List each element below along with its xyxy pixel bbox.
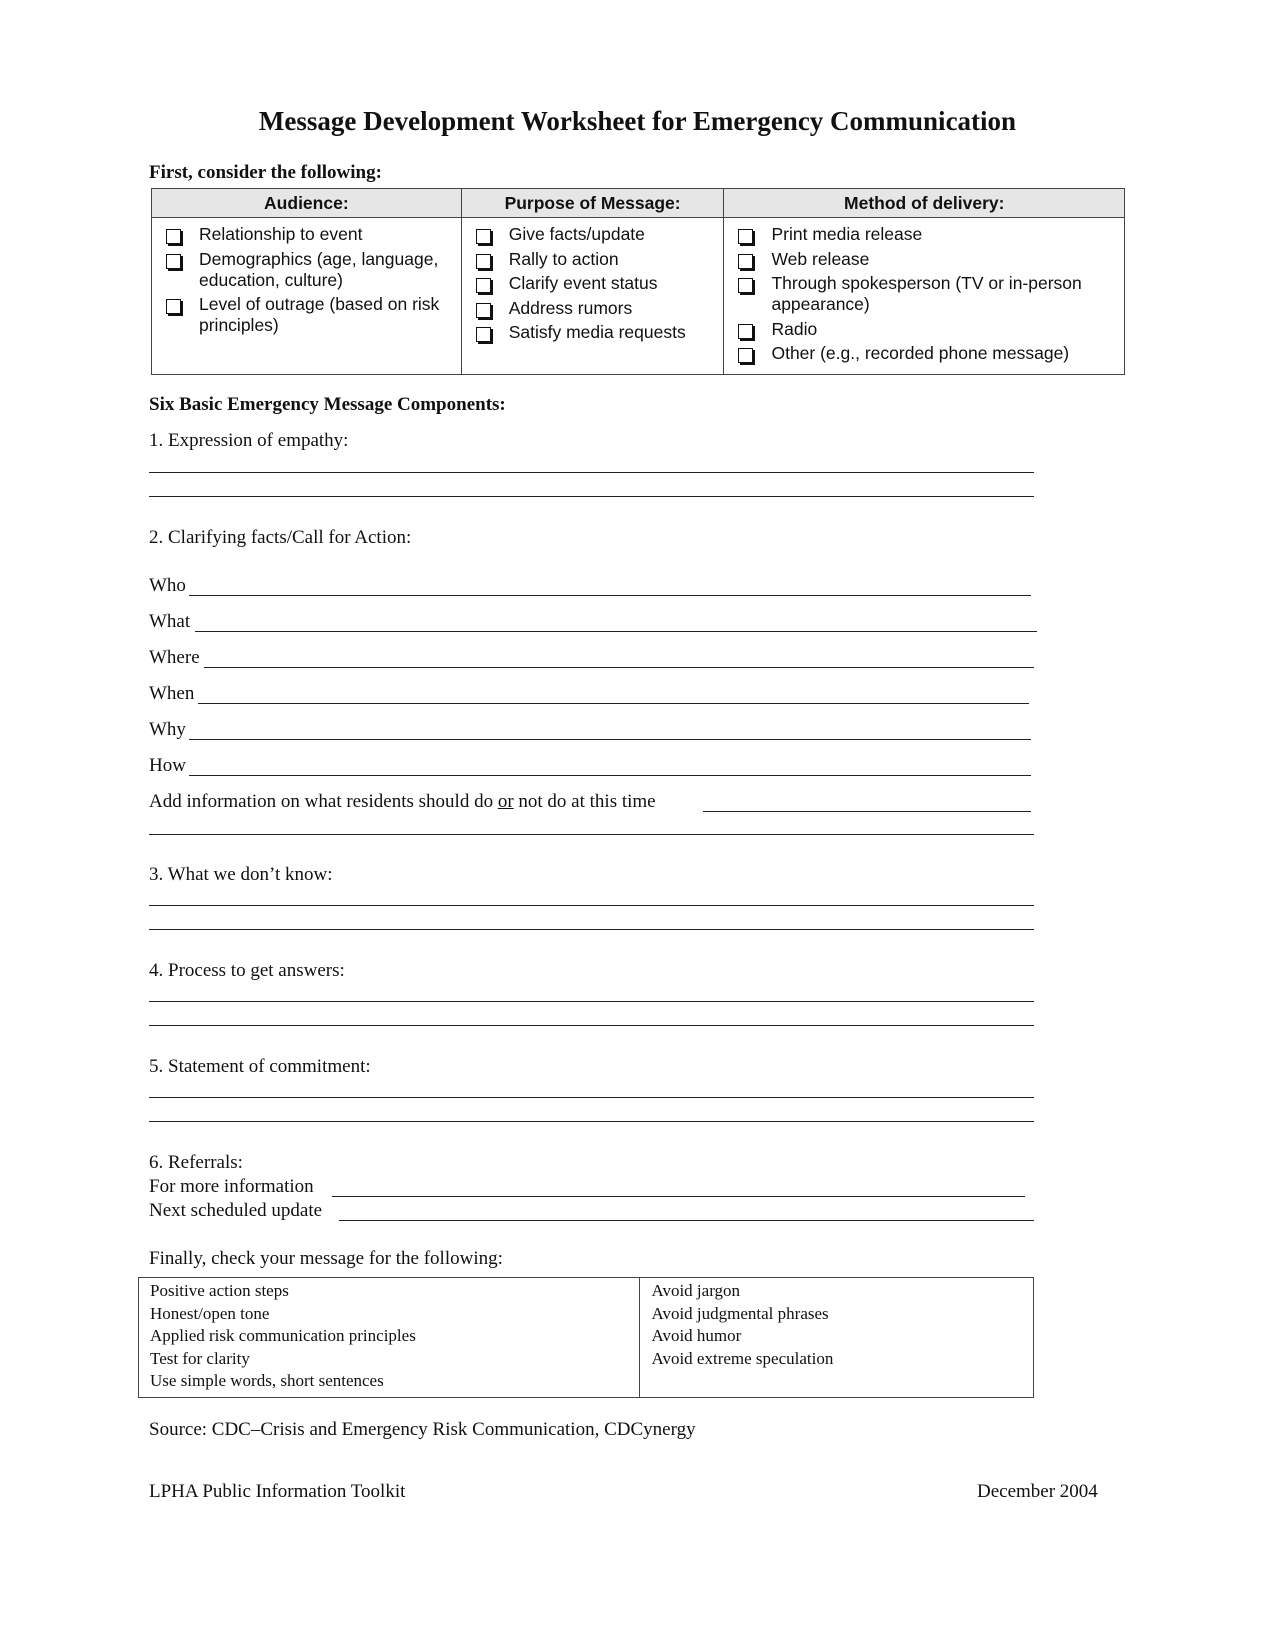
checkbox[interactable]	[738, 278, 753, 293]
why-label: Why	[149, 719, 186, 740]
checkbox[interactable]	[166, 254, 181, 269]
checkbox[interactable]	[738, 254, 753, 269]
checklist-item: Avoid judgmental phrases	[651, 1303, 829, 1323]
checkbox[interactable]	[476, 229, 491, 244]
answer-line[interactable]	[149, 496, 1034, 497]
checklist-item: Test for clarity	[150, 1348, 250, 1368]
method-option[interactable]: Radio	[724, 319, 1124, 340]
purpose-option[interactable]: Give facts/update	[462, 224, 724, 245]
consider-table	[151, 188, 1125, 375]
purpose-option[interactable]: Address rumors	[462, 298, 724, 319]
checkbox[interactable]	[166, 299, 181, 314]
checklist-item: Avoid extreme speculation	[651, 1348, 834, 1368]
method-column	[724, 218, 1125, 375]
answer-line[interactable]	[149, 472, 1034, 473]
checklist-item: Use simple words, short sentences	[150, 1371, 384, 1390]
clarifying-label: 2. Clarifying facts/Call for Action:	[149, 527, 412, 548]
checklist-table	[138, 1277, 1034, 1398]
checklist-item: Avoid humor	[651, 1326, 742, 1345]
audience-option[interactable]: Relationship to event	[152, 224, 461, 245]
checkbox[interactable]	[738, 348, 753, 363]
method-option[interactable]: Print media release	[724, 224, 1124, 245]
checkbox[interactable]	[738, 229, 753, 244]
process-label: 4. Process to get answers:	[149, 960, 345, 981]
where-label: Where	[149, 647, 200, 668]
checklist-item: Applied risk communication principles	[150, 1326, 416, 1345]
footer-right: December 2004	[977, 1481, 1098, 1502]
checklist-item: Honest/open tone	[150, 1303, 270, 1323]
where-line[interactable]	[204, 667, 1034, 668]
checklist-right-column	[640, 1278, 1034, 1398]
method-option[interactable]: Other (e.g., recorded phone message)	[724, 343, 1124, 364]
how-label: How	[149, 755, 186, 776]
audience-header: Audience:	[152, 189, 462, 218]
checkbox[interactable]	[166, 229, 181, 244]
audience-column	[152, 218, 462, 375]
commitment-label: 5. Statement of commitment:	[149, 1056, 371, 1077]
components-heading: Six Basic Emergency Message Components:	[149, 394, 506, 415]
checkbox[interactable]	[738, 324, 753, 339]
answer-line[interactable]	[149, 905, 1034, 906]
why-line[interactable]	[189, 739, 1031, 740]
checkbox[interactable]	[476, 327, 491, 342]
page-title: Message Development Worksheet for Emergency Communication	[258, 106, 1017, 136]
add-info-text: Add information on what residents should do or not do at this time	[149, 791, 656, 812]
checklist-item: Positive action steps	[150, 1281, 289, 1300]
consider-heading: First, consider the following:	[149, 162, 382, 183]
checklist-item: Avoid jargon	[651, 1281, 741, 1300]
finally-label: Finally, check your message for the following:	[149, 1248, 503, 1269]
what-line[interactable]	[195, 631, 1037, 632]
answer-line[interactable]	[149, 1097, 1034, 1098]
method-option[interactable]: Through spokesperson (TV or in-person appearance)	[724, 273, 1124, 315]
method-header: Method of delivery:	[724, 189, 1125, 218]
when-label: When	[149, 683, 195, 704]
method-option[interactable]: Web release	[724, 249, 1124, 270]
next-update-line[interactable]	[339, 1220, 1034, 1221]
checkbox[interactable]	[476, 303, 491, 318]
what-label: What	[149, 611, 191, 632]
when-line[interactable]	[198, 703, 1029, 704]
checklist-left-column	[139, 1278, 640, 1398]
footer-left: LPHA Public Information Toolkit	[149, 1481, 406, 1502]
source-text: Source: CDC–Crisis and Emergency Risk Communication, CDCynergy	[149, 1419, 696, 1440]
purpose-option[interactable]: Satisfy media requests	[462, 322, 724, 343]
answer-line[interactable]	[149, 1001, 1034, 1002]
checkbox[interactable]	[476, 254, 491, 269]
dont-know-label: 3. What we don’t know:	[149, 864, 333, 885]
more-info-label: For more information	[149, 1176, 314, 1197]
answer-line[interactable]	[149, 1025, 1034, 1026]
next-update-label: Next scheduled update	[149, 1200, 323, 1221]
purpose-option[interactable]: Clarify event status	[462, 273, 724, 294]
checkbox[interactable]	[476, 278, 491, 293]
answer-line[interactable]	[149, 834, 1034, 835]
referrals-label: 6. Referrals:	[149, 1152, 243, 1173]
audience-option[interactable]: Demographics (age, language, education, culture)	[152, 249, 461, 291]
more-info-line[interactable]	[332, 1196, 1025, 1197]
who-label: Who	[149, 575, 186, 596]
how-line[interactable]	[189, 775, 1031, 776]
answer-line[interactable]	[149, 1121, 1034, 1122]
purpose-column	[461, 218, 724, 375]
empathy-label: 1. Expression of empathy:	[149, 430, 349, 451]
add-info-line[interactable]	[703, 811, 1031, 812]
audience-option[interactable]: Level of outrage (based on risk principles)	[152, 294, 461, 336]
answer-line[interactable]	[149, 929, 1034, 930]
who-line[interactable]	[189, 595, 1031, 596]
purpose-option[interactable]: Rally to action	[462, 249, 724, 270]
purpose-header: Purpose of Message:	[461, 189, 724, 218]
